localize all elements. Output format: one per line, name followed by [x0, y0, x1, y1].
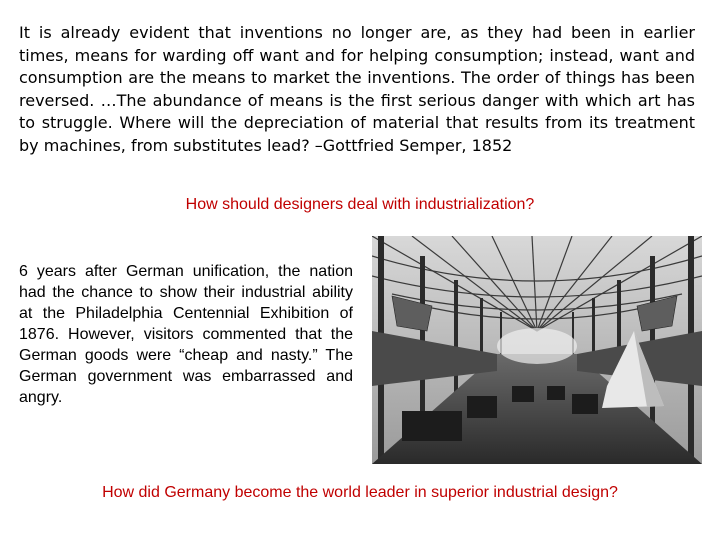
german-exhibition-paragraph: 6 years after German unification, the nation had the chance to show their industrial ability at the Philadelphia Centennial Exhibition of 1876. However, visitors commented that the German goods were “cheap and nasty.” The German government was embarrassed and angry. [19, 263, 353, 406]
question-design-leader: How did Germany become the world leader in superior industrial design? [102, 484, 618, 501]
exhibition-hall-photo [372, 236, 702, 464]
question-industrialization: How should designers deal with industrialization? [185, 196, 535, 213]
semper-quote: It is already evident that inventions no longer are, as they had been in earlier times, means for warding off want and for helping consumption; instead, want and consumption are the means to market the inventions. The order of things has been reversed. …The abundance of means is the first serious danger with which art has to struggle. Where will the depreciation of material that results from its treatment by machines, from substitutes lead? –Gottfried Semper, 1852 [19, 23, 695, 155]
exhibition-hall-illustration [372, 236, 702, 464]
